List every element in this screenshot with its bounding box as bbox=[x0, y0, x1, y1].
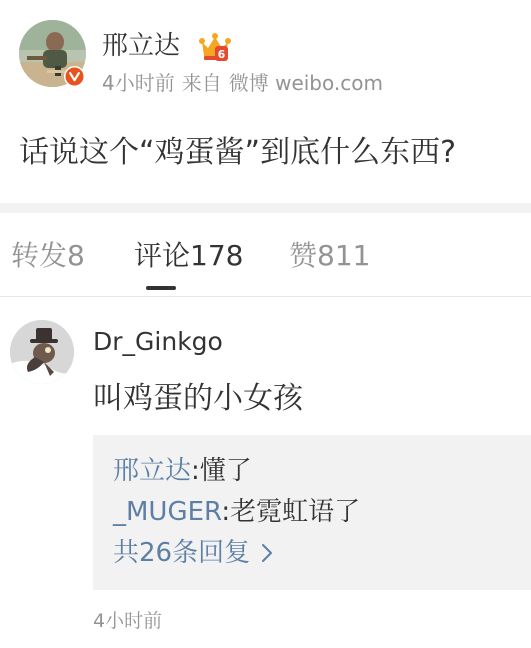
verified-badge bbox=[64, 66, 85, 87]
reply-preview-box[interactable] bbox=[93, 435, 531, 590]
reply-separator: : bbox=[191, 456, 200, 486]
comment-author[interactable]: Dr_Ginkgo bbox=[93, 327, 223, 356]
reply-separator: : bbox=[221, 497, 231, 527]
post-source[interactable]: 微博 weibo.com bbox=[228, 71, 383, 95]
post-tabs bbox=[0, 213, 531, 296]
reply-user[interactable]: 邢立达 bbox=[113, 456, 192, 486]
tab-comment[interactable]: 评论178 bbox=[134, 239, 244, 272]
more-replies-label[interactable]: 共26条回复 bbox=[113, 538, 251, 568]
post-meta bbox=[102, 70, 390, 96]
tab-like[interactable]: 赞811 bbox=[289, 239, 371, 272]
reply-content: 懂了 bbox=[199, 456, 252, 486]
reply-user[interactable]: _MUGER bbox=[113, 497, 222, 527]
post-text: 话说这个“鸡蛋酱”到底什么东西? bbox=[19, 135, 457, 170]
post-time: 4小时前 bbox=[102, 71, 175, 95]
comment-text: 叫鸡蛋的小女孩 bbox=[93, 381, 303, 416]
vip-crown-icon[interactable] bbox=[198, 32, 232, 64]
chevron-right-icon bbox=[260, 542, 274, 564]
active-tab-indicator bbox=[146, 286, 176, 290]
comment-avatar-image bbox=[10, 320, 74, 384]
author-name[interactable]: 邢立达 bbox=[102, 31, 181, 61]
comment-time: 4小时前 bbox=[93, 610, 163, 632]
tab-repost[interactable]: 转发8 bbox=[11, 239, 85, 272]
svg-text:6: 6 bbox=[217, 48, 226, 61]
post-header bbox=[0, 0, 531, 110]
section-divider bbox=[0, 203, 531, 213]
tabs-divider bbox=[0, 296, 531, 297]
reply-item[interactable] bbox=[113, 495, 360, 529]
reply-content: 老霓虹语了 bbox=[230, 497, 361, 527]
verified-v-icon bbox=[64, 66, 85, 87]
more-replies-link[interactable] bbox=[113, 536, 274, 570]
post-source-prefix: 来自 bbox=[181, 71, 222, 95]
comment-avatar[interactable] bbox=[10, 320, 74, 384]
reply-item[interactable] bbox=[113, 454, 252, 488]
